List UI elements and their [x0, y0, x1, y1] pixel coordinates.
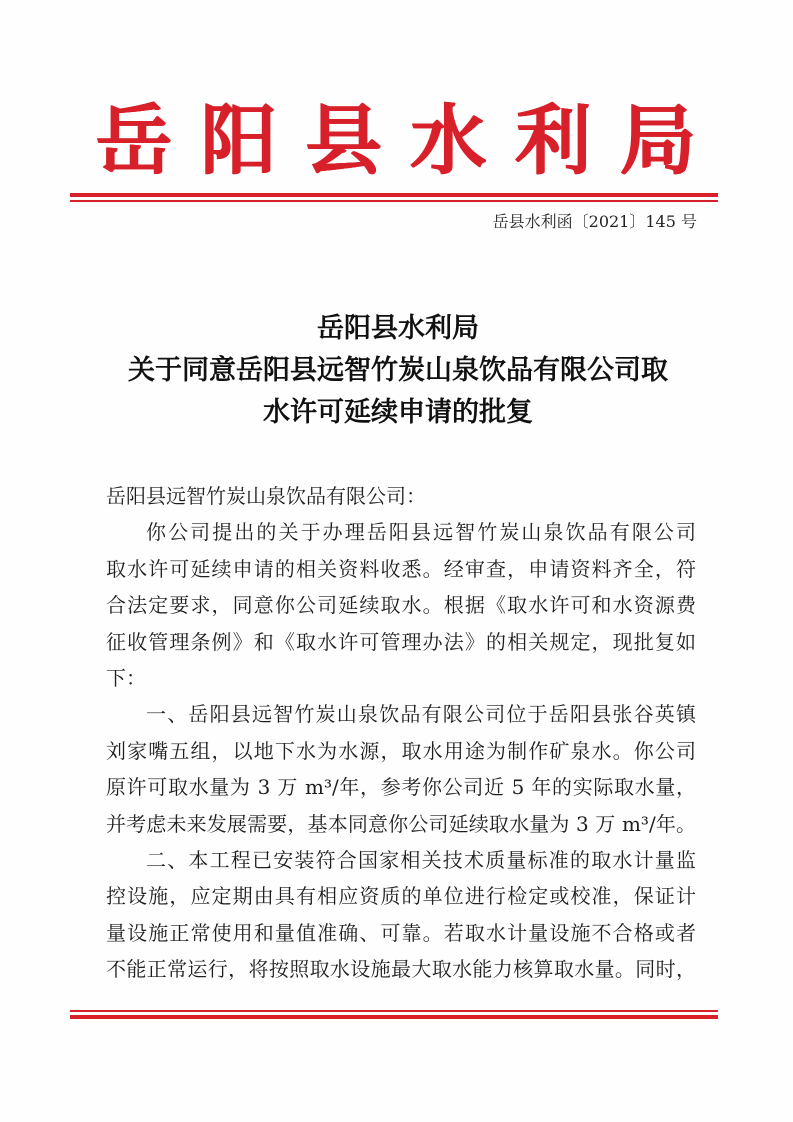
header-char: 阳 [200, 96, 277, 185]
header-char: 局 [619, 96, 696, 185]
paragraph [106, 514, 696, 696]
document-title [96, 308, 700, 434]
body-line: 合法定要求，同意你公司延续取水。根据《取水许可和水资源费 [106, 593, 696, 618]
title-line: 水许可延续申请的批复 [263, 397, 533, 428]
header-char: 岳 [96, 96, 172, 185]
document-number: 岳县水利函〔2021〕145 号 [492, 212, 697, 231]
body-line: 一、岳阳县远智竹炭山泉饮品有限公司位于岳阳县张谷英镇 [146, 702, 696, 727]
header-char: 利 [515, 96, 592, 185]
paragraph [106, 696, 696, 842]
body-line: 取水许可延续申请的相关资料收悉。经审查，申请资料齐全，符 [106, 556, 696, 581]
body-line: 量设施正常使用和量值准确、可靠。若取水计量设施不合格或者 [106, 920, 696, 945]
salutation: 岳阳县远智竹炭山泉饮品有限公司： [106, 484, 426, 508]
header-separator-rule [70, 193, 718, 202]
body-line: 并考虑未来发展需要，基本同意你公司延续取水量为 3 万 m³/年。 [106, 811, 696, 836]
body-line: 你公司提出的关于办理岳阳县远智竹炭山泉饮品有限公司 [146, 520, 696, 545]
header-char: 县 [305, 96, 382, 185]
paragraph [106, 842, 696, 988]
body-line: 刘家嘴五组，以地下水为水源，取水用途为制作矿泉水。你公司 [106, 738, 696, 763]
body-line: 控设施，应定期由具有相应资质的单位进行检定或校准，保证计 [106, 884, 696, 909]
body-line: 下： [106, 665, 146, 690]
body-line: 征收管理条例》和《取水许可管理办法》的相关规定，现批复如 [106, 629, 696, 654]
title-line: 关于同意岳阳县远智竹炭山泉饮品有限公司取 [128, 355, 668, 386]
body-line: 原许可取水量为 3 万 m³/年，参考你公司近 5 年的实际取水量， [106, 775, 696, 800]
body-line: 二、本工程已安装符合国家相关技术质量标准的取水计量监 [146, 847, 696, 872]
body-line: 不能正常运行，将按照取水设施最大取水能力核算取水量。同时， [106, 957, 696, 982]
header-char: 水 [410, 96, 487, 185]
footer-separator-rule [70, 1010, 718, 1019]
title-line: 岳阳县水利局 [317, 313, 479, 344]
issuing-authority-header [96, 96, 696, 186]
document-body [106, 478, 696, 987]
